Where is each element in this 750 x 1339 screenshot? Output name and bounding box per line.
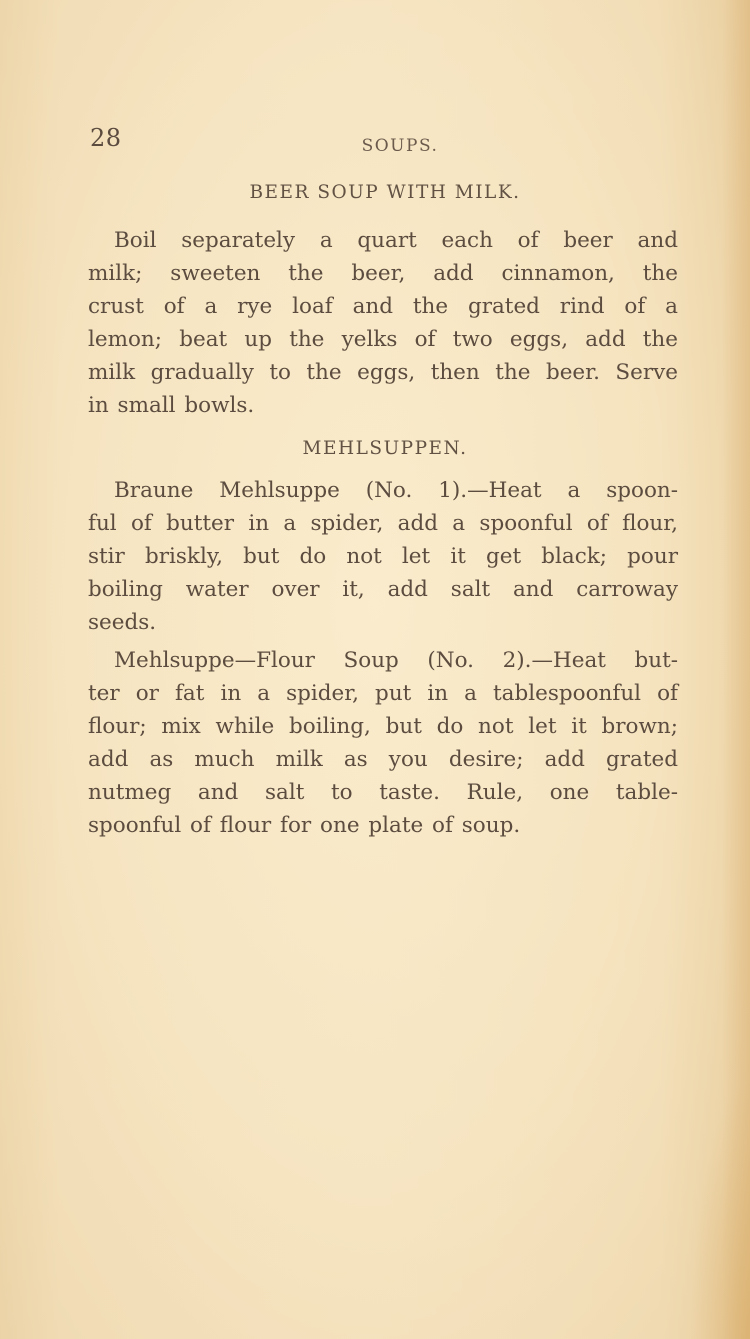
text-line: in small bowls. (88, 393, 255, 418)
text-line: stir briskly, but do not let it get black; pour (88, 544, 678, 569)
section-title-mehlsuppen: MEHLSUPPEN. (302, 438, 468, 459)
text-line: Boil separately a quart each of beer and (114, 228, 678, 253)
text-line: Mehlsuppe—Flour Soup (No. 2).—Heat but- (114, 648, 678, 673)
text-line: Braune Mehlsuppe (No. 1).—Heat a spoon- (114, 478, 678, 503)
paragraph-beer-soup (88, 224, 678, 422)
text-line: boiling water over it, add salt and carroway (88, 577, 678, 602)
section-title-beer-soup: BEER SOUP WITH MILK. (249, 182, 521, 203)
page-number: 28 (90, 124, 122, 152)
text-line: spoonful of flour for one plate of soup. (88, 813, 521, 838)
page-corner-stain (690, 1079, 750, 1339)
paragraph-flour-soup (88, 644, 678, 842)
text-line: milk gradually to the eggs, then the beer. Serve (88, 360, 678, 385)
text-line: ful of butter in a spider, add a spoonful of flour, (88, 511, 678, 536)
text-line: crust of a rye loaf and the grated rind of a (88, 294, 678, 319)
text-line: flour; mix while boiling, but do not let it brown; (88, 714, 678, 739)
paragraph-braune-mehlsuppe (88, 474, 678, 639)
text-line: nutmeg and salt to taste. Rule, one table- (88, 780, 678, 805)
text-line: milk; sweeten the beer, add cinnamon, the (88, 261, 678, 286)
text-line: lemon; beat up the yelks of two eggs, add the (88, 327, 678, 352)
text-line: add as much milk as you desire; add grated (88, 747, 678, 772)
text-line: ter or fat in a spider, put in a tablespoonful of (88, 681, 678, 706)
running-head: SOUPS. (361, 136, 439, 156)
text-line: seeds. (88, 610, 157, 635)
